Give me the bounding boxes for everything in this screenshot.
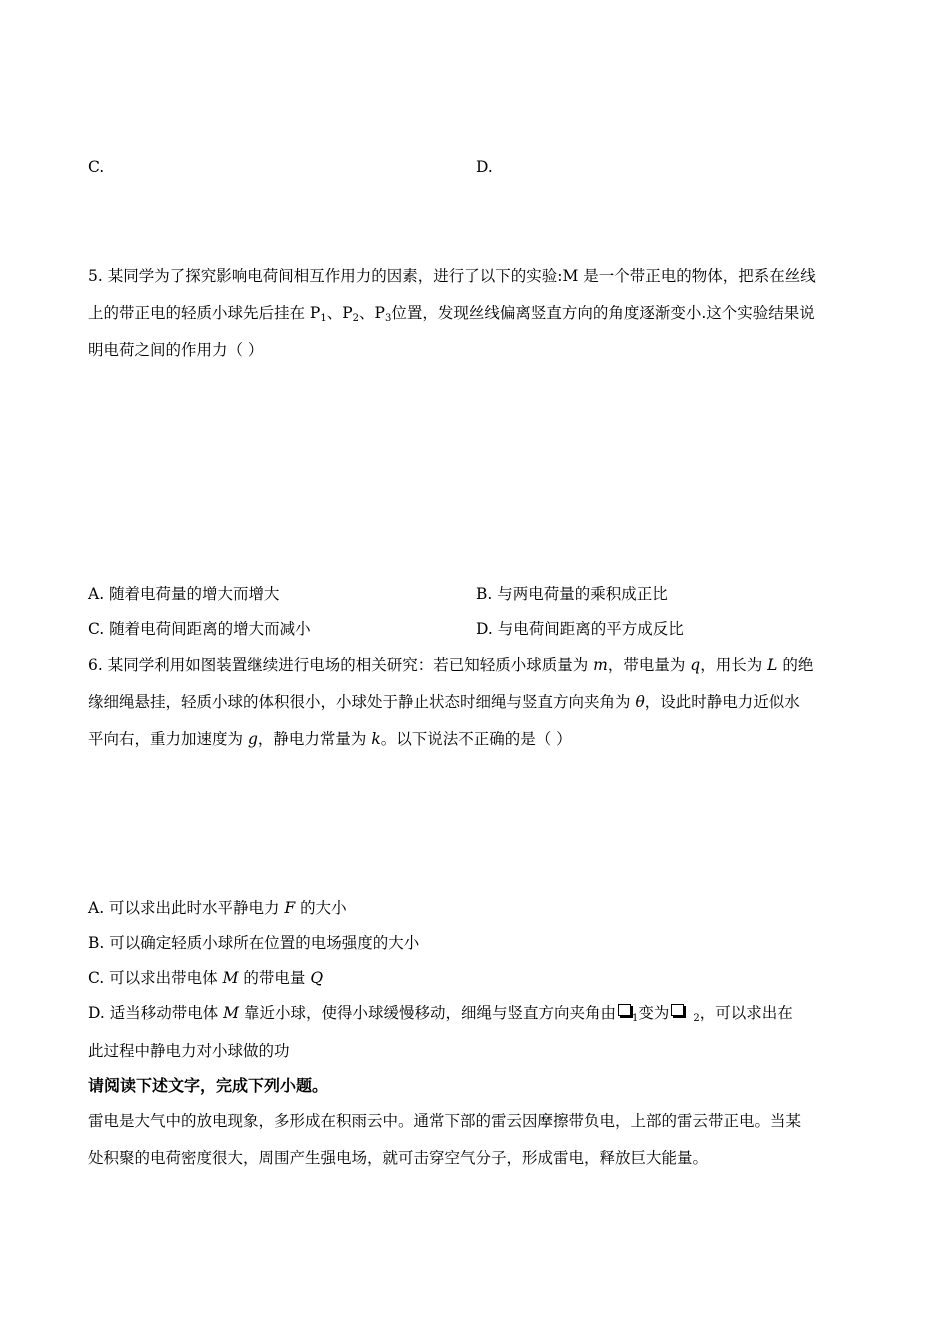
q5-option-c: C. 随着电荷间距离的增大而减小: [88, 620, 311, 638]
missing-symbol-icon: [671, 1004, 684, 1016]
q6-option-d: D. 适当移动带电体 M 靠近小球，使得小球缓慢移动，细绳与竖直方向夹角由 $_1$变为 $_2$，可以求出在: [88, 1004, 793, 1024]
q5-option-a: A. 随着电荷量的增大而增大: [88, 585, 280, 603]
q6-option-d-line2: 此过程中静电力对小球做的功: [88, 1042, 290, 1060]
q4-option-d: D.: [476, 158, 493, 176]
q5-option-d: D. 与电荷间距离的平方成反比: [476, 620, 684, 638]
q5-stem-line3: 明电荷之间的作用力（ ）: [88, 341, 264, 359]
q6-option-b: B. 可以确定轻质小球所在位置的电场强度的大小: [88, 934, 420, 952]
q5-option-b: B. 与两电荷量的乘积成正比: [476, 585, 668, 603]
q5-stem-line2: 上的带正电的轻质小球先后挂在 $P_1$、$P_2$、$P_3$位置，发现丝线偏离竖直方向的角度逐渐变小.这个实验结果说: [88, 304, 815, 324]
q6-option-a: A. 可以求出此时水平静电力 F 的大小: [88, 899, 347, 917]
reading-paragraph-line2: 处积聚的电荷密度很大，周围产生强电场，就可击穿空气分子，形成雷电，释放巨大能量。: [88, 1149, 709, 1167]
missing-symbol-icon: [618, 1004, 631, 1016]
q6-option-c: C. 可以求出带电体 M 的带电量 Q: [88, 969, 324, 987]
q5-stem-line1: 5. 某同学为了探究影响电荷间相互作用力的因素，进行了以下的实验:M 是一个带正电的物体，把系在丝线: [88, 267, 816, 285]
q6-stem-line2: 缘细绳悬挂，轻质小球的体积很小，小球处于静止状态时细绳与竖直方向夹角为 θ，设此时静电力近似水: [88, 693, 800, 711]
reading-paragraph-line1: 雷电是大气中的放电现象，多形成在积雨云中。通常下部的雷云因摩擦带负电，上部的雷云带正电。当某: [88, 1112, 802, 1130]
q6-stem-line1: 6. 某同学利用如图装置继续进行电场的相关研究：若已知轻质小球质量为 m，带电量为 q，用长为 L 的绝: [88, 656, 814, 674]
q6-stem-line3: 平向右，重力加速度为 g，静电力常量为 k。以下说法不正确的是（ ）: [88, 730, 572, 748]
q4-option-c: C.: [88, 158, 105, 176]
reading-heading: 请阅读下述文字，完成下列小题。: [88, 1076, 329, 1095]
